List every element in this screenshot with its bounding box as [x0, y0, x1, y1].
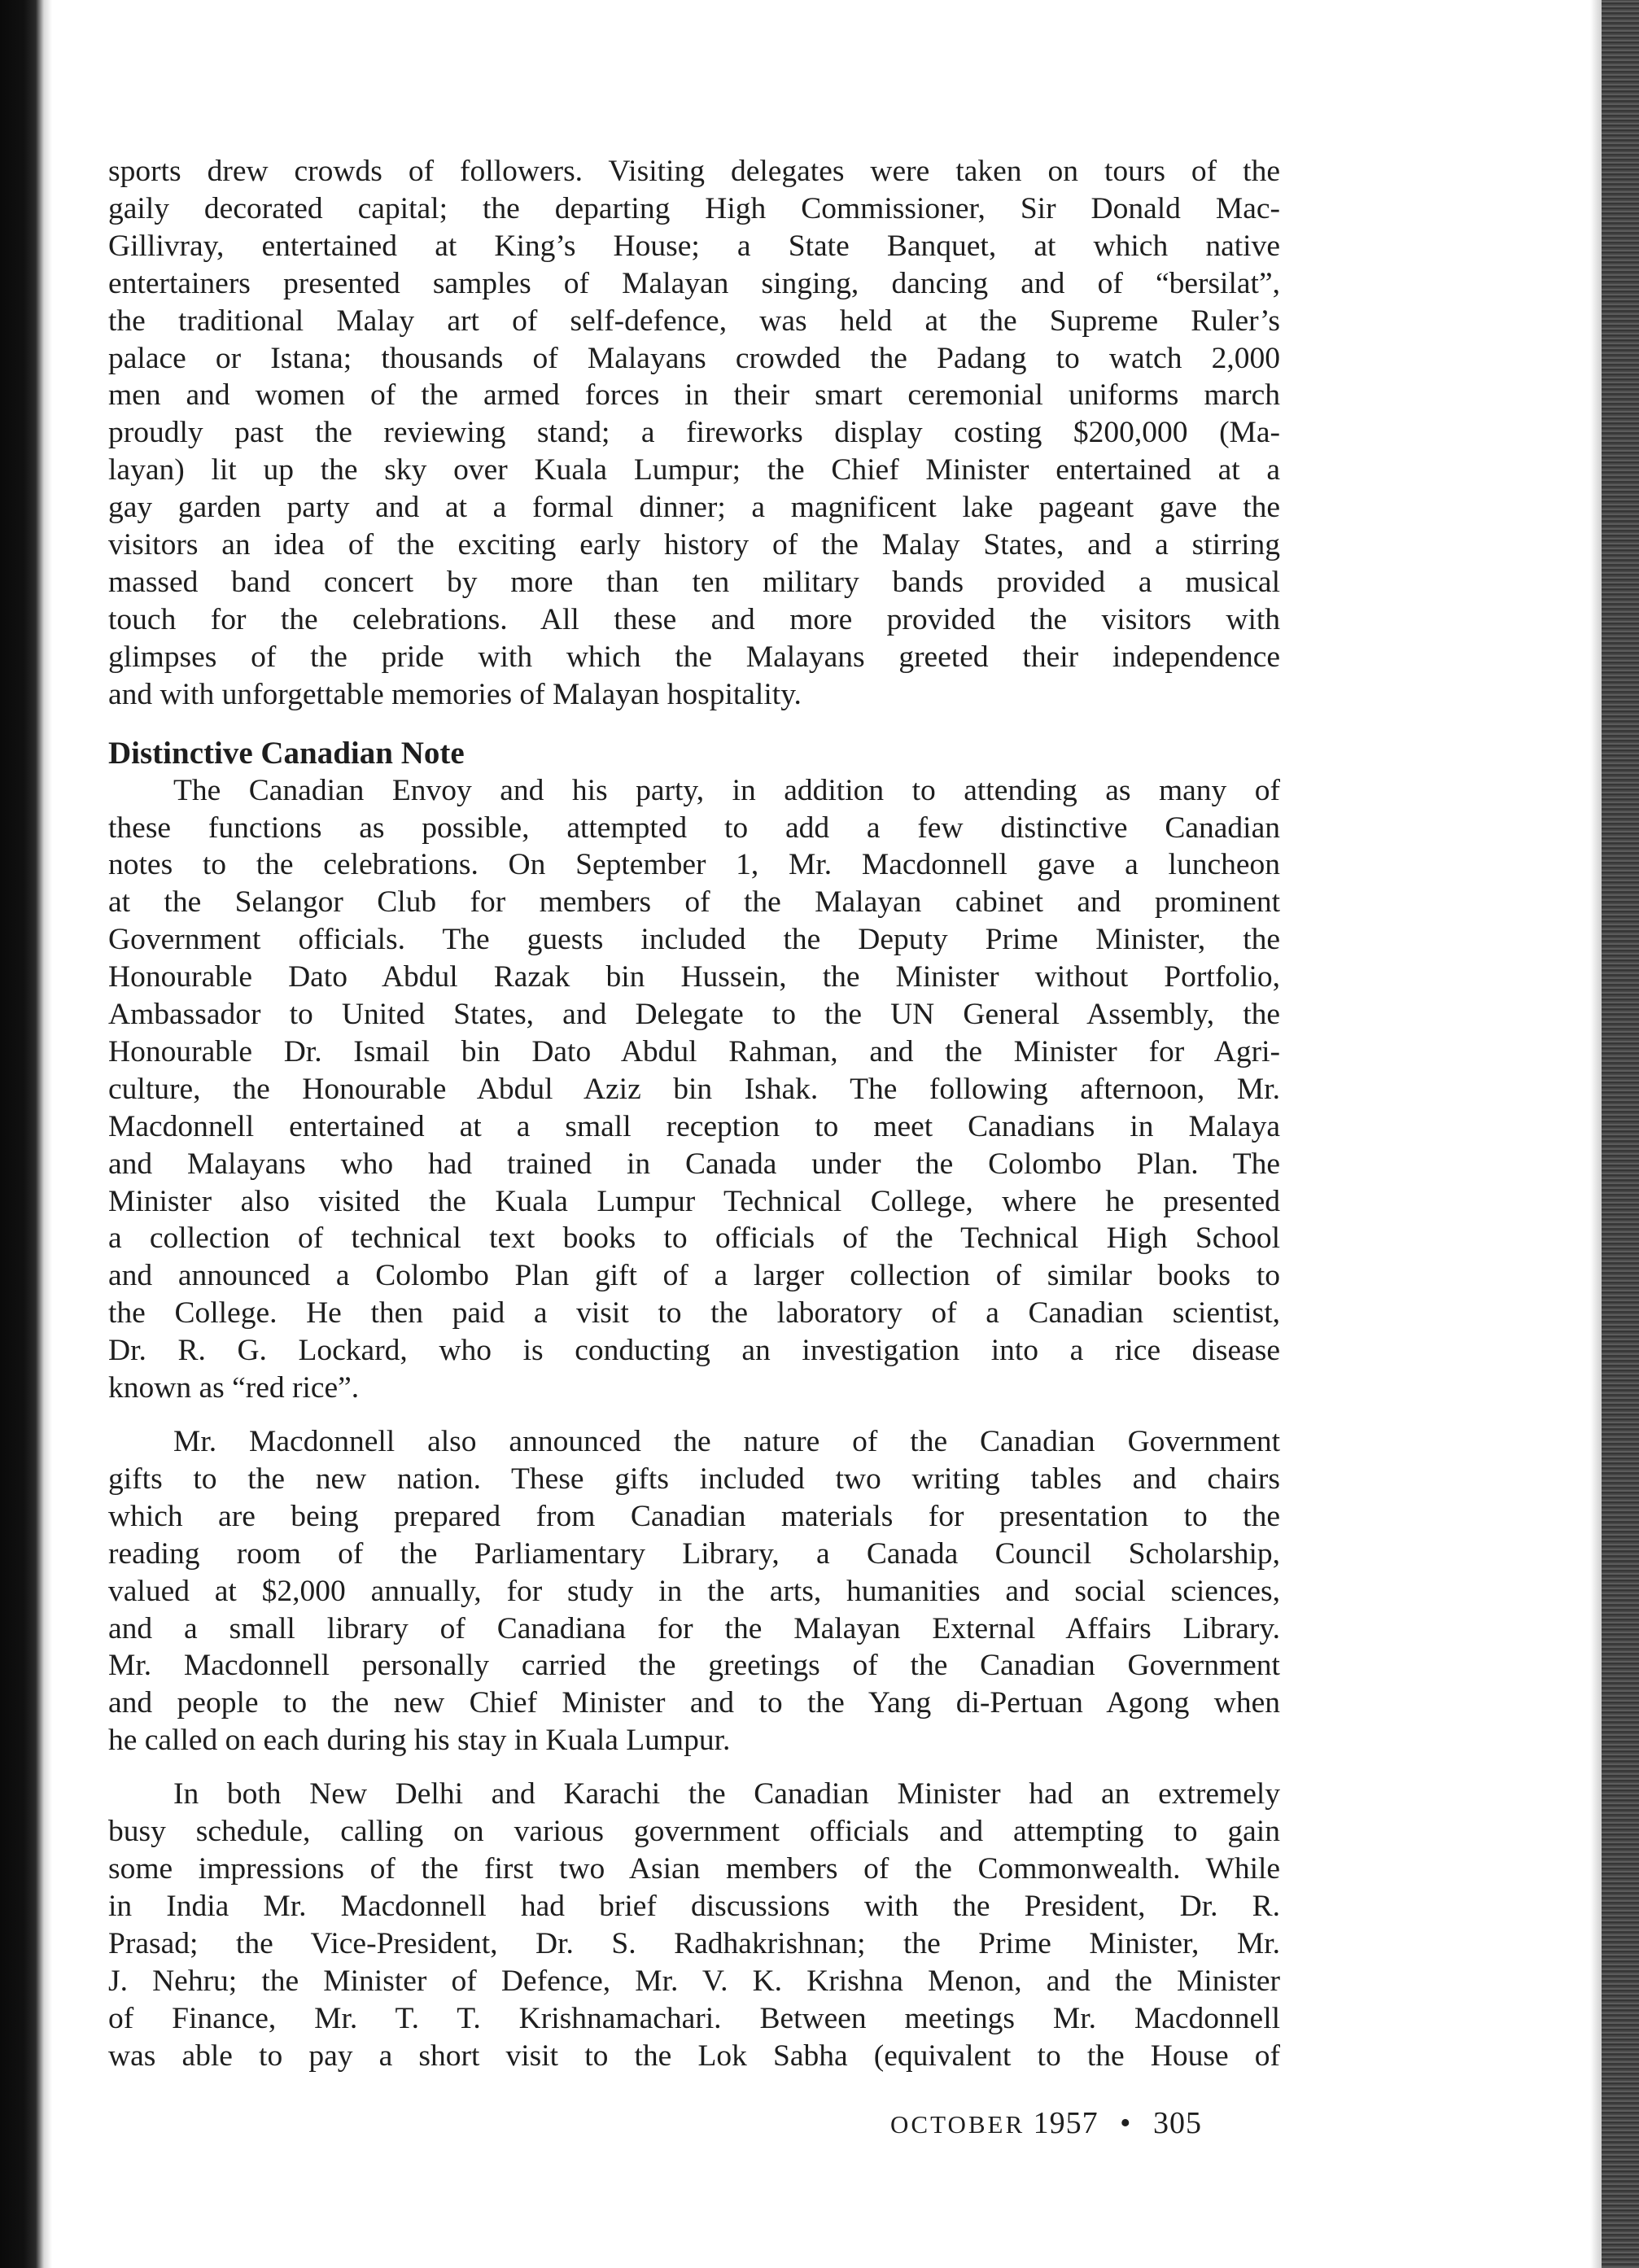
text-line: and people to the new Chief Minister and to the Yang di-Pertuan Agong when — [108, 1686, 1280, 1720]
text-line: Ambassador to United States, and Delegate to the UN General Assembly, the — [108, 998, 1281, 1032]
text-line: reading room of the Parliamentary Library, a Canada Council Scholarship, — [108, 1536, 1281, 1571]
text-line: visitors an idea of the exciting early history of the Malay States, and a stirring — [108, 528, 1280, 562]
footer-month: OCTOBER — [890, 2110, 1025, 2139]
text-line: and Malayans who had trained in Canada under the Colombo Plan. The — [108, 1147, 1281, 1181]
text-line: of Finance, Mr. T. T. Krishnamachari. Between meetings Mr. Macdonnell — [108, 2001, 1281, 2035]
scan-right-border — [1602, 0, 1639, 2268]
page-number: 305 — [1152, 2106, 1202, 2140]
paragraph-canadian-notes — [108, 772, 1280, 1407]
text-line: Minister also visited the Kuala Lumpur Technical College, where he presented — [108, 1184, 1281, 1218]
text-line: and a small library of Canadiana for the Malayan External Affairs Library. — [108, 1611, 1281, 1645]
text-line: the traditional Malay art of self-defence, was held at the Supreme Ruler’s — [108, 304, 1281, 338]
page-footer — [890, 2105, 1202, 2141]
page-fold-shadow — [1590, 0, 1602, 2268]
text-line: the College. He then paid a visit to the laboratory of a Canadian scientist, — [108, 1296, 1281, 1331]
text-line: he called on each during his stay in Kuala Lumpur. — [108, 1724, 731, 1758]
footer-year: 1957 — [1033, 2106, 1099, 2140]
text-line: Government officials. The guests included the Deputy Prime Minister, the — [108, 923, 1281, 957]
text-line: Prasad; the Vice-President, Dr. S. Radhakrishnan; the Prime Minister, Mr. — [108, 1926, 1280, 1960]
page-body — [108, 153, 1280, 2074]
text-line: Mr. Macdonnell also announced the nature of the Canadian Government — [173, 1425, 1281, 1458]
text-line: gay garden party and at a formal dinner; a magnificent lake pageant gave the — [108, 491, 1281, 525]
text-line: a collection of technical text books to officials of the Technical High School — [108, 1221, 1281, 1256]
text-line: The Canadian Envoy and his party, in addition to attending as many of — [173, 773, 1280, 807]
text-line: massed band concert by more than ten military bands provided a musical — [108, 565, 1280, 599]
text-line: Mr. Macdonnell personally carried the greetings of the Canadian Government — [108, 1649, 1280, 1683]
section-heading: Distinctive Canadian Note — [108, 735, 465, 771]
text-line: In both New Delhi and Karachi the Canadian Minister had an extremely — [173, 1777, 1281, 1811]
text-line: at the Selangor Club for members of the Malayan cabinet and prominent — [108, 885, 1280, 920]
text-line: known as “red rice”. — [108, 1371, 360, 1405]
text-line: which are being prepared from Canadian materials for presentation to the — [108, 1499, 1280, 1533]
text-line: Gillivray, entertained at King’s House; a State Banquet, at which native — [108, 229, 1280, 263]
text-line: culture, the Honourable Abdul Aziz bin Ishak. The following afternoon, Mr. — [108, 1072, 1280, 1106]
text-line: Honourable Dato Abdul Razak bin Hussein, the Minister without Portfolio, — [108, 960, 1281, 994]
text-line: entertainers presented samples of Malayan singing, dancing and of “bersilat”, — [108, 266, 1280, 300]
text-line: men and women of the armed forces in their smart ceremonial uniforms march — [108, 378, 1281, 413]
text-line: Macdonnell entertained at a small reception to meet Canadians in Malaya — [108, 1109, 1280, 1143]
text-line: proudly past the reviewing stand; a fireworks display costing $200,000 (Ma- — [108, 416, 1281, 450]
text-line: these functions as possible, attempted to add a few distinctive Canadian — [108, 811, 1280, 845]
text-line: layan) lit up the sky over Kuala Lumpur; the Chief Minister entertained at a — [108, 453, 1281, 487]
text-line: glimpses of the pride with which the Malayans greeted their independence — [108, 640, 1281, 674]
footer-separator: • — [1120, 2106, 1132, 2140]
text-line: in India Mr. Macdonnell had brief discussions with the President, Dr. R. — [108, 1889, 1280, 1923]
text-line: and announced a Colombo Plan gift of a larger collection of similar books to — [108, 1259, 1280, 1293]
page-binding-edge — [0, 0, 52, 2268]
text-line: busy schedule, calling on various government officials and attempting to gain — [108, 1815, 1280, 1849]
paragraph-celebrations — [108, 153, 1280, 714]
text-line: some impressions of the first two Asian members of the Commonwealth. While — [108, 1851, 1281, 1886]
text-line: notes to the celebrations. On September 1, Mr. Macdonnell gave a luncheon — [108, 848, 1281, 882]
text-line: J. Nehru; the Minister of Defence, Mr. V. K. Krishna Menon, and the Minister — [108, 1964, 1281, 1998]
text-line: palace or Istana; thousands of Malayans crowded the Padang to watch 2,000 — [108, 341, 1280, 375]
text-line: Dr. R. G. Lockard, who is conducting an investigation into a rice disease — [108, 1334, 1280, 1368]
text-line: was able to pay a short visit to the Lok Sabha (equivalent to the House of — [108, 2039, 1280, 2073]
text-line: touch for the celebrations. All these and more provided the visitors with — [108, 602, 1281, 636]
paragraph-delhi-karachi — [108, 1776, 1280, 2074]
text-line: gaily decorated capital; the departing High Commissioner, Sir Donald Mac- — [108, 191, 1281, 225]
text-line: Honourable Dr. Ismail bin Dato Abdul Rahman, and the Minister for Agri- — [108, 1034, 1281, 1068]
text-line: sports drew crowds of followers. Visiting delegates were taken on tours of the — [108, 155, 1280, 188]
text-line: and with unforgettable memories of Malayan hospitality. — [108, 677, 802, 711]
text-line: valued at $2,000 annually, for study in the arts, humanities and social sciences, — [108, 1574, 1280, 1608]
paragraph-government-gifts — [108, 1423, 1280, 1759]
text-line: gifts to the new nation. These gifts included two writing tables and chairs — [108, 1462, 1280, 1496]
